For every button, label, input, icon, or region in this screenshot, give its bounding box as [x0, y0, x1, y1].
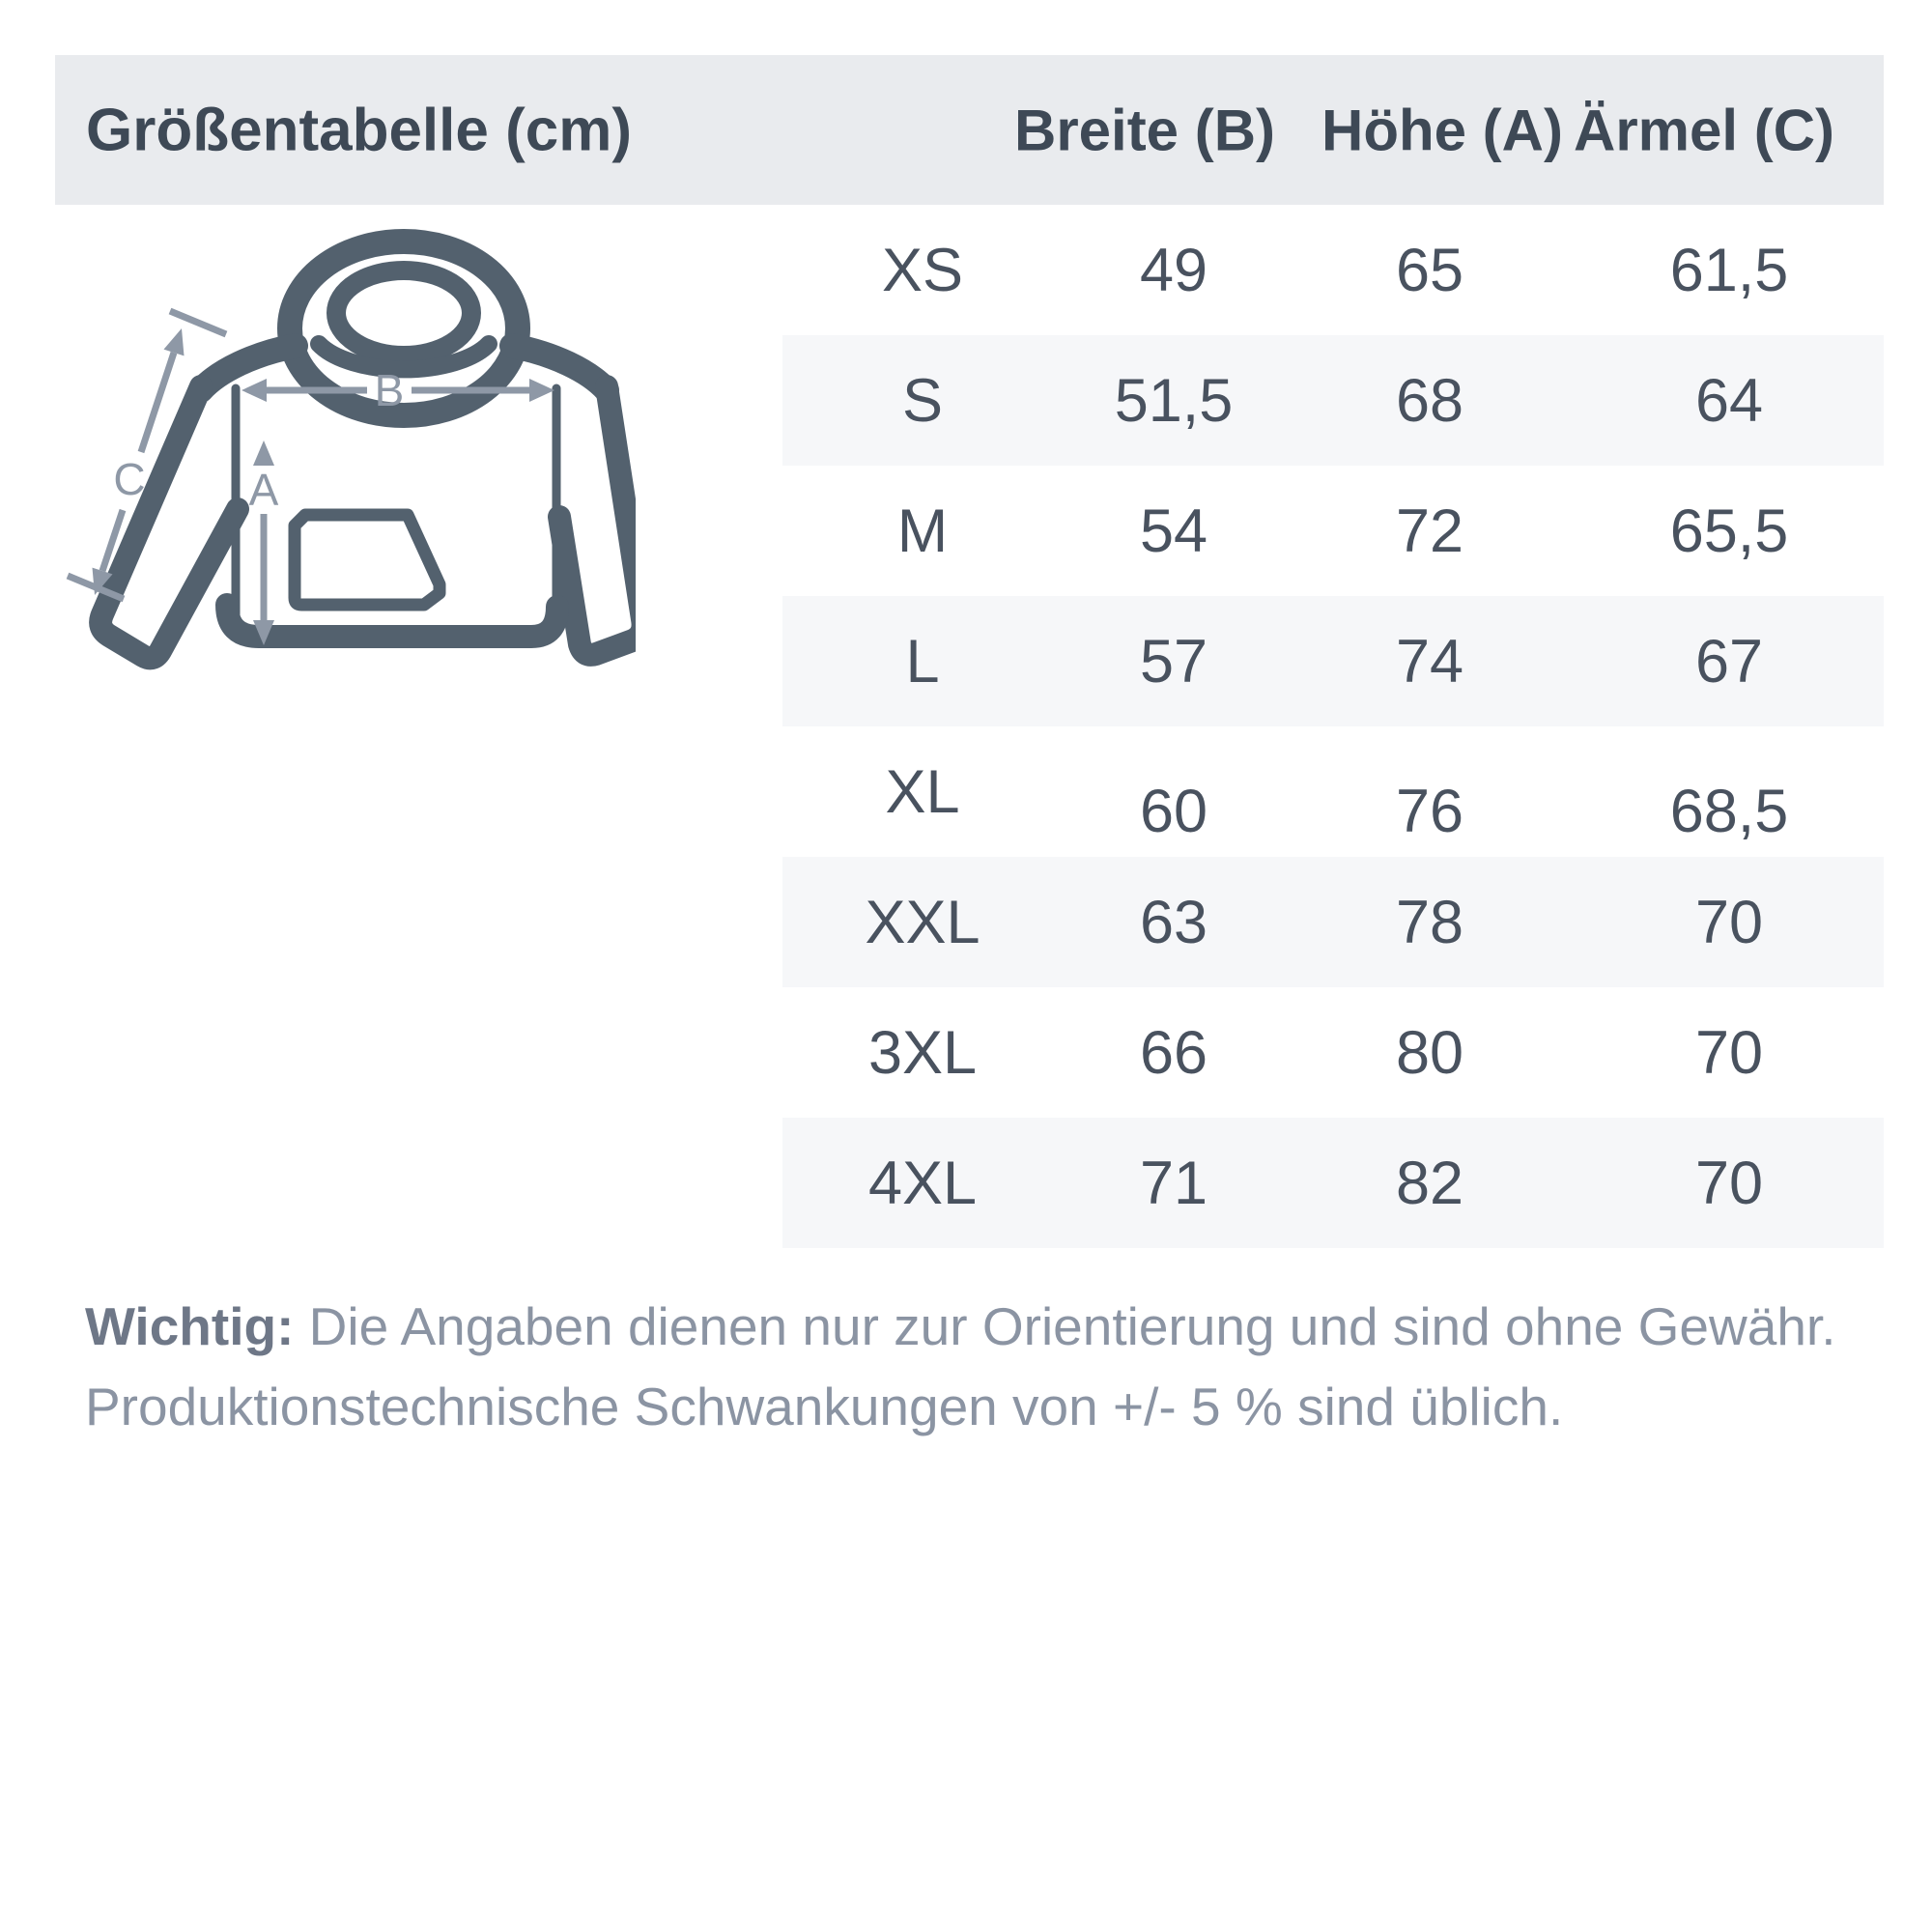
size-cell: S	[901, 366, 944, 435]
table-row	[782, 1118, 1884, 1248]
header-bar	[55, 55, 1884, 205]
table-row	[782, 596, 1884, 726]
table-row	[782, 987, 1884, 1118]
table-row	[782, 205, 1884, 335]
size-table	[782, 205, 1884, 1248]
hoehe-cell: 76	[1395, 777, 1464, 845]
breite-cell: 63	[1139, 888, 1208, 956]
aermel-cell: 68,5	[1669, 777, 1789, 845]
table-row	[782, 335, 1884, 466]
column-header-aermel: Ärmel (C)	[1573, 98, 1835, 162]
hoehe-cell: 80	[1395, 1018, 1464, 1087]
breite-cell: 51,5	[1114, 366, 1234, 435]
aermel-cell: 67	[1694, 627, 1764, 696]
column-header-breite: Breite (B)	[1013, 98, 1276, 162]
aermel-cell: 70	[1694, 1149, 1764, 1217]
size-cell: M	[896, 497, 949, 565]
aermel-cell: 65,5	[1669, 497, 1789, 565]
size-cell: XS	[881, 236, 964, 304]
aermel-cell: 61,5	[1669, 236, 1789, 304]
size-cell: L	[905, 627, 940, 696]
hoehe-cell: 82	[1395, 1149, 1464, 1217]
column-header-hoehe: Höhe (A)	[1321, 98, 1563, 162]
breite-cell: 54	[1139, 497, 1208, 565]
hoodie-outline-icon	[100, 242, 636, 658]
hoehe-cell: 65	[1395, 236, 1464, 304]
size-cell: XXL	[865, 888, 980, 956]
aermel-cell: 70	[1694, 888, 1764, 956]
hoehe-cell: 74	[1395, 627, 1464, 696]
table-row	[782, 726, 1884, 857]
label-b: B	[374, 365, 405, 415]
size-cell: XL	[885, 757, 960, 826]
size-cell: 4XL	[867, 1149, 978, 1217]
disclaimer-note	[85, 1287, 1872, 1447]
aermel-cell: 70	[1694, 1018, 1764, 1087]
aermel-cell: 64	[1694, 366, 1764, 435]
breite-cell: 66	[1139, 1018, 1208, 1087]
table-row	[782, 466, 1884, 596]
page-title: Größentabelle (cm)	[86, 97, 632, 163]
label-a: A	[248, 465, 279, 515]
hoodie-measurement-diagram	[56, 220, 636, 684]
breite-cell: 60	[1139, 777, 1208, 845]
table-row	[782, 857, 1884, 987]
breite-cell: 57	[1139, 627, 1208, 696]
breite-cell: 71	[1139, 1149, 1208, 1217]
note-label: Wichtig:	[85, 1296, 295, 1356]
hoehe-cell: 68	[1395, 366, 1464, 435]
hoehe-cell: 78	[1395, 888, 1464, 956]
size-cell: 3XL	[867, 1018, 978, 1087]
label-c: C	[113, 454, 146, 504]
note-line1: Die Angaben dienen nur zur Orientierung und sind ohne Gewähr.	[294, 1296, 1836, 1356]
note-line2: Produktionstechnische Schwankungen von +/- 5 % sind üblich.	[85, 1377, 1564, 1436]
hoehe-cell: 72	[1395, 497, 1464, 565]
breite-cell: 49	[1139, 236, 1208, 304]
